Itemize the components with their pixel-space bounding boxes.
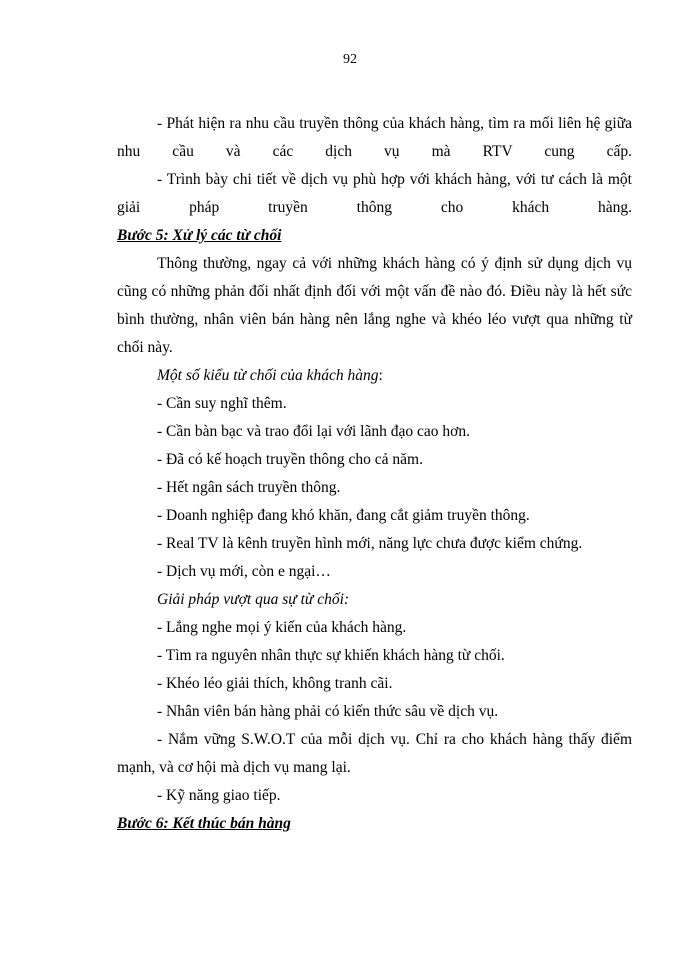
- solution-item: - Tìm ra nguyên nhân thực sự khiến khách hàng từ chối.: [157, 647, 505, 664]
- page-number: 92: [343, 52, 357, 67]
- intro-paragraph-2: - Trình bày chi tiết về dịch vụ phù hợp với khách hàng, với tư cách là một giải pháp truyền thông cho khách hàng.: [117, 171, 632, 216]
- solution-item: - Khéo léo giải thích, không tranh cãi.: [157, 675, 393, 692]
- objections-label: Một số kiểu từ chối của khách hàng: [157, 367, 379, 384]
- objection-item: - Hết ngân sách truyền thông.: [157, 479, 341, 496]
- solution-item-last: - Kỹ năng giao tiếp.: [157, 787, 281, 804]
- step6-heading-text: Bước 6: Kết thúc bán hàng: [117, 815, 291, 832]
- objection-item: - Real TV là kênh truyền hình mới, năng lực chưa được kiểm chứng.: [157, 535, 583, 552]
- objection-item: - Cần suy nghĩ thêm.: [157, 395, 287, 412]
- objection-item: - Đã có kế hoạch truyền thông cho cả năm.: [157, 451, 423, 468]
- objection-item: - Cần bàn bạc và trao đổi lại với lãnh đạo cao hơn.: [157, 423, 470, 440]
- objection-item: - Dịch vụ mới, còn e ngại…: [157, 563, 331, 580]
- step5-paragraph: Thông thường, ngay cả với những khách hàng có ý định sử dụng dịch vụ cũng có những phản đối nhất định đối với một vấn đề nào đó. Điều này là hết sức bình thường, nhân viên bán hàng nên lắng nghe và khéo léo vượt qua những từ chối này.: [117, 255, 632, 356]
- step6-heading: [117, 810, 632, 838]
- objection-item: - Doanh nghiệp đang khó khăn, đang cắt giảm truyền thông.: [157, 507, 530, 524]
- page-content: [117, 110, 632, 838]
- objections-label-line: [117, 362, 632, 390]
- step5-heading: [117, 222, 632, 250]
- step5-heading-text: Bước 5: Xử lý các từ chối: [117, 227, 282, 244]
- intro-paragraph-1: - Phát hiện ra nhu cầu truyền thông của khách hàng, tìm ra mối liên hệ giữa nhu cầu và các dịch vụ mà RTV cung cấp.: [117, 115, 632, 160]
- solution-item: - Nhân viên bán hàng phải có kiến thức sâu về dịch vụ.: [157, 703, 499, 720]
- solution-item: - Lắng nghe mọi ý kiến của khách hàng.: [157, 619, 407, 636]
- objections-label-colon: :: [378, 367, 383, 384]
- solution-swot-paragraph: - Nắm vững S.W.O.T của mỗi dịch vụ. Chỉ ra cho khách hàng thấy điểm mạnh, và cơ hội mà dịch vụ mang lại.: [117, 731, 632, 776]
- solutions-label: Giải pháp vượt qua sự từ chối:: [157, 591, 350, 608]
